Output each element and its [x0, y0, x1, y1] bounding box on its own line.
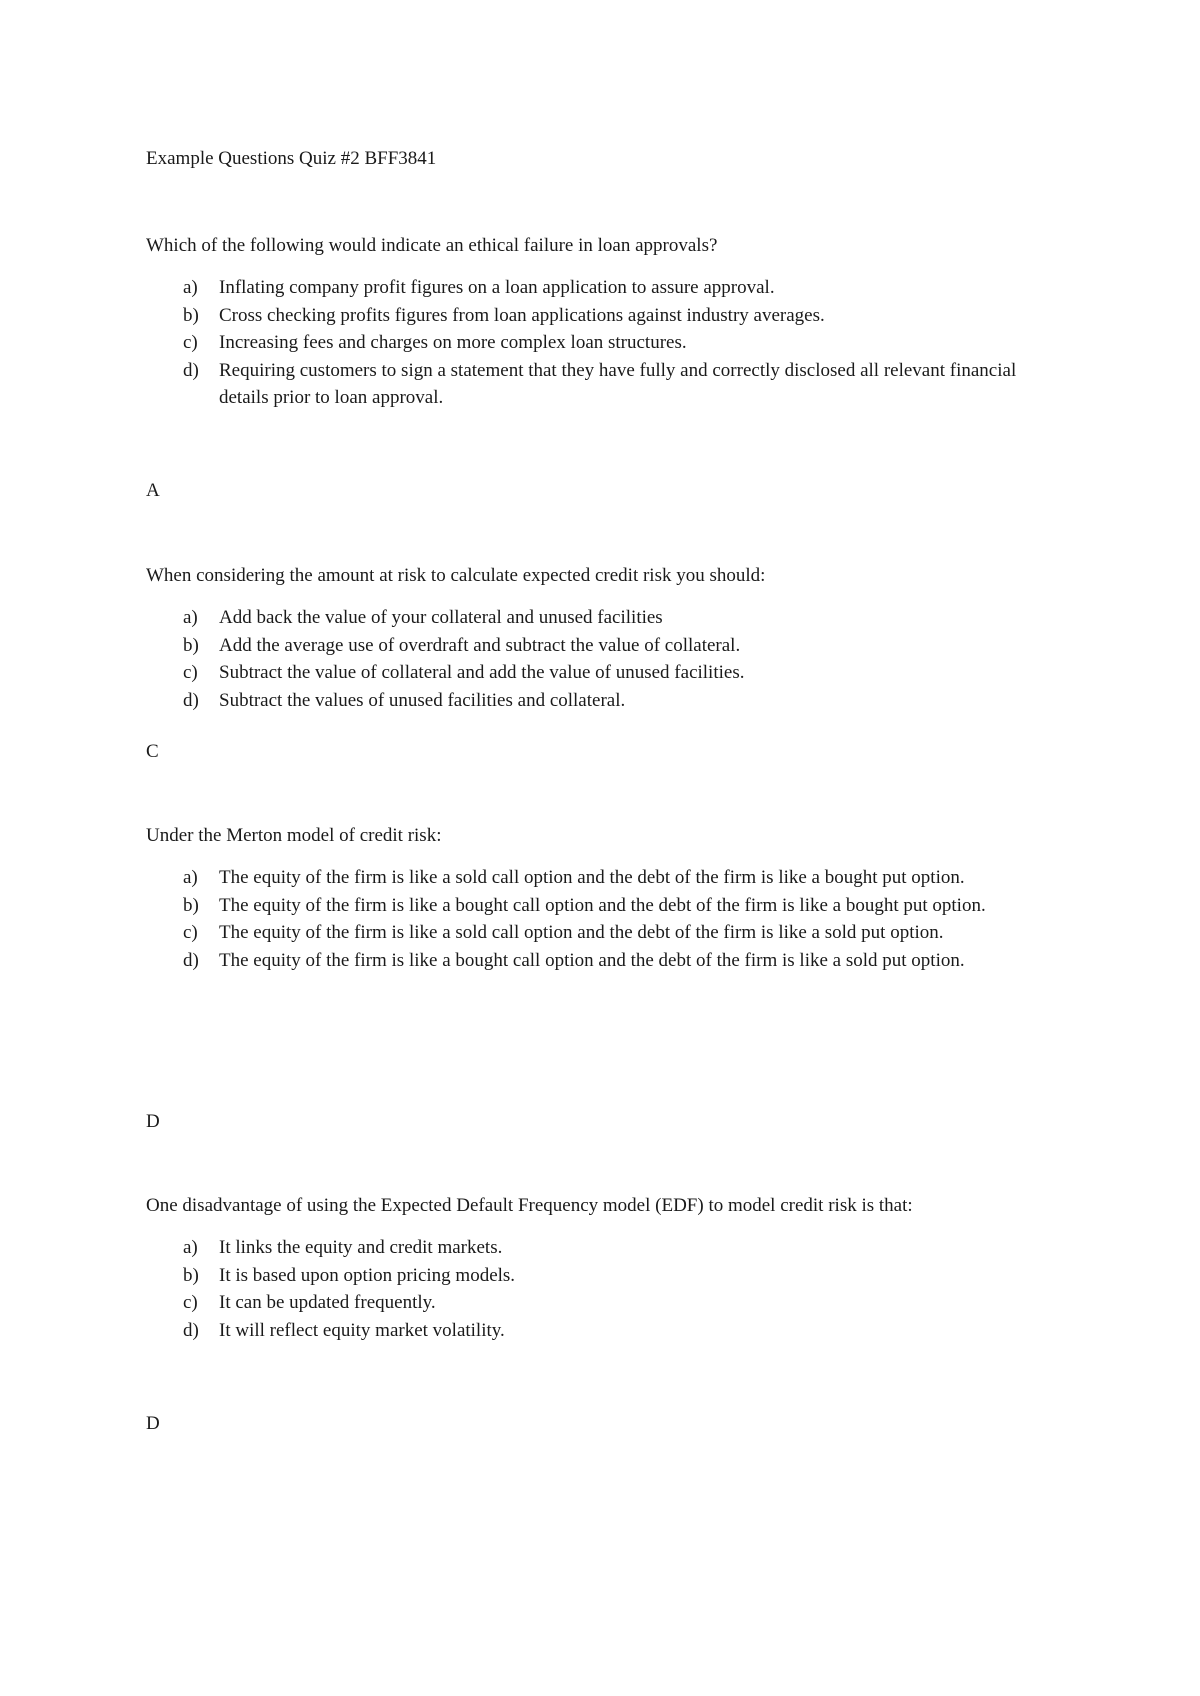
- option-text: Add the average use of overdraft and subtract the value of collateral.: [219, 634, 741, 656]
- option-text: The equity of the firm is like a bought call option and the debt of the firm is like a sold put option.: [219, 949, 965, 971]
- option-letter: c): [183, 922, 198, 943]
- option-text: Inflating company profit figures on a loan application to assure approval.: [219, 277, 775, 298]
- option-letter: d): [183, 359, 199, 381]
- option-item: [146, 919, 1066, 947]
- option-list: [146, 604, 1066, 714]
- option-text: Requiring customers to sign a statement that they have fully and correctly disclosed all relevant financial details prior to loan approval.: [219, 359, 1017, 408]
- question-text: Which of the following would indicate an ethical failure in loan approvals?: [146, 235, 718, 256]
- option-text: Subtract the value of collateral and add the value of unused facilities.: [219, 662, 745, 683]
- option-item: [146, 659, 1066, 687]
- option-item: [146, 274, 1066, 302]
- option-item: [146, 302, 1066, 330]
- option-letter: c): [183, 1292, 198, 1313]
- option-item: [146, 1317, 1066, 1345]
- option-letter: b): [183, 634, 199, 656]
- option-item: [146, 1234, 1066, 1262]
- option-text: The equity of the firm is like a sold call option and the debt of the firm is like a bought put option.: [219, 867, 965, 888]
- option-text: It will reflect equity market volatility.: [219, 1319, 505, 1341]
- option-item: [146, 357, 1066, 412]
- option-text: Add back the value of your collateral and unused facilities: [219, 607, 663, 628]
- question-1: [146, 234, 1066, 412]
- document-title: Example Questions Quiz #2 BFF3841: [146, 148, 437, 169]
- question-2: [146, 564, 1066, 714]
- question-text: Under the Merton model of credit risk:: [146, 825, 442, 846]
- option-item: [146, 1289, 1066, 1317]
- option-item: [146, 864, 1066, 892]
- answer-3: D: [146, 1111, 160, 1132]
- option-text: It links the equity and credit markets.: [219, 1237, 503, 1258]
- answer-4: D: [146, 1413, 160, 1434]
- option-text: It is based upon option pricing models.: [219, 1264, 516, 1286]
- option-letter: b): [183, 894, 199, 916]
- option-item: [146, 604, 1066, 632]
- option-list: [146, 274, 1066, 412]
- option-letter: a): [183, 867, 198, 888]
- option-letter: a): [183, 607, 198, 628]
- option-letter: c): [183, 332, 198, 353]
- option-text: Subtract the values of unused facilities and collateral.: [219, 689, 626, 711]
- option-text: The equity of the firm is like a bought call option and the debt of the firm is like a bought put option.: [219, 894, 986, 916]
- answer-1: A: [146, 480, 160, 501]
- option-letter: a): [183, 1237, 198, 1258]
- option-item: [146, 329, 1066, 357]
- option-letter: c): [183, 662, 198, 683]
- question-text: One disadvantage of using the Expected Default Frequency model (EDF) to model credit risk is that:: [146, 1195, 913, 1216]
- option-letter: d): [183, 689, 199, 711]
- option-text: It can be updated frequently.: [219, 1292, 436, 1313]
- question-4: [146, 1194, 1066, 1344]
- question-3: [146, 824, 1066, 974]
- option-letter: b): [183, 1264, 199, 1286]
- option-letter: d): [183, 949, 199, 971]
- option-list: [146, 864, 1066, 974]
- option-text: Increasing fees and charges on more complex loan structures.: [219, 332, 687, 353]
- option-letter: b): [183, 304, 199, 326]
- option-list: [146, 1234, 1066, 1344]
- option-letter: d): [183, 1319, 199, 1341]
- option-text: The equity of the firm is like a sold call option and the debt of the firm is like a sold put option.: [219, 922, 944, 943]
- question-text: When considering the amount at risk to calculate expected credit risk you should:: [146, 565, 766, 586]
- answer-2: C: [146, 741, 159, 762]
- option-text: Cross checking profits figures from loan applications against industry averages.: [219, 304, 825, 326]
- option-item: [146, 687, 1066, 715]
- option-item: [146, 947, 1066, 975]
- option-item: [146, 1262, 1066, 1290]
- option-item: [146, 632, 1066, 660]
- option-item: [146, 892, 1066, 920]
- option-letter: a): [183, 277, 198, 298]
